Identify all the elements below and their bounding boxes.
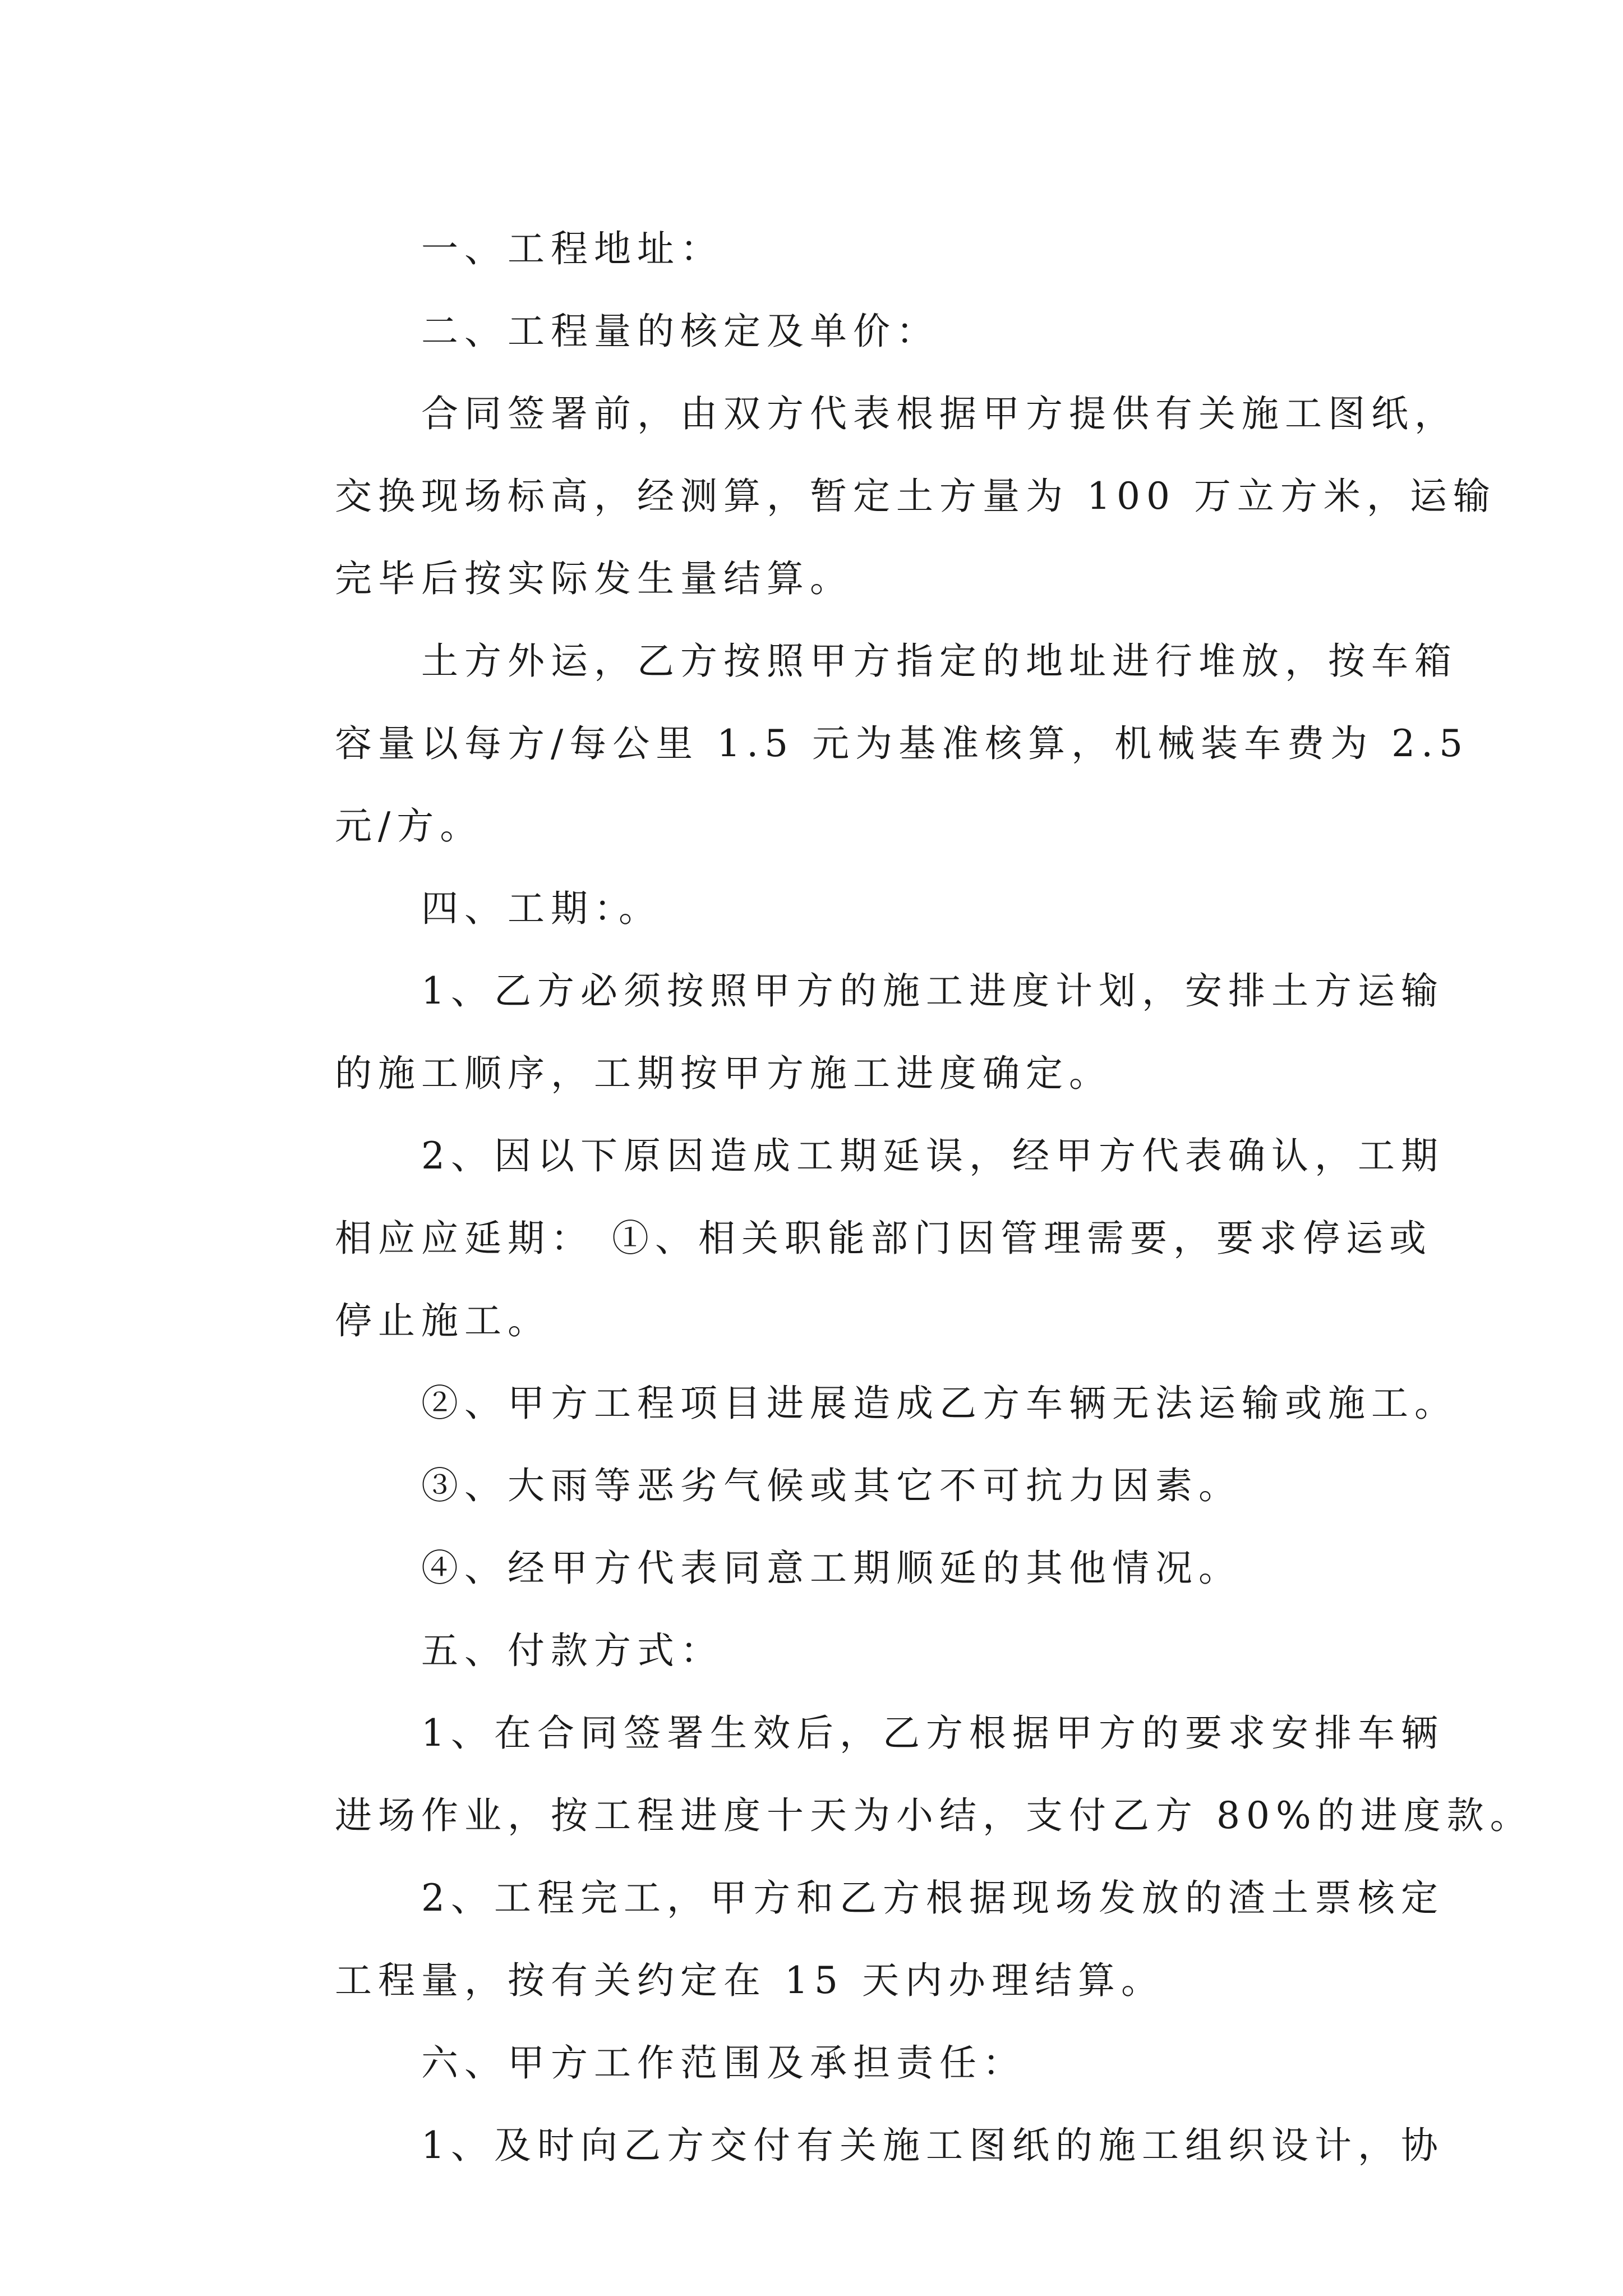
text-line: 交换现场标高，经测算，暂定土方量为 100 万立方米，运输	[335, 475, 1496, 518]
paragraph-quantity	[248, 372, 1496, 620]
text-line: ③、大雨等恶劣气候或其它不可抗力因素。	[421, 1464, 1242, 1507]
paragraph-payment-1	[248, 1692, 1533, 1857]
text-line: 土方外运，乙方按照甲方指定的地址进行堆放，按车箱	[421, 639, 1458, 683]
paragraph-delay-item-3	[248, 1444, 1393, 1527]
paragraph-section-1	[248, 208, 1393, 290]
paragraph-section-2	[248, 290, 1393, 372]
text-line: ②、甲方工程项目进展造成乙方车辆无法运输或施工。	[421, 1382, 1458, 1425]
paragraph-party-a-1	[248, 2104, 1444, 2187]
paragraph-delay-item-2	[248, 1362, 1458, 1444]
text-line: 完毕后按实际发生量结算。	[335, 557, 853, 600]
text-line: 1、在合同签署生效后，乙方根据甲方的要求安排车辆	[421, 1711, 1444, 1755]
paragraph-delay-item-4	[248, 1527, 1393, 1609]
document-body	[248, 208, 1533, 2187]
text-line: 元/方。	[335, 804, 483, 848]
text-line: 二、工程量的核定及单价：	[421, 310, 939, 353]
text-line: 2、因以下原因造成工期延误，经甲方代表确认，工期	[421, 1134, 1444, 1177]
text-line: 1、及时向乙方交付有关施工图纸的施工组织设计，协	[421, 2124, 1444, 2167]
text-line: 1、乙方必须按照甲方的施工进度计划，安排土方运输	[421, 969, 1444, 1013]
text-line: 一、工程地址：	[421, 227, 723, 270]
paragraph-section-6	[248, 2022, 1393, 2104]
paragraph-payment-2	[248, 1857, 1444, 2022]
text-line: ④、经甲方代表同意工期顺延的其他情况。	[421, 1547, 1242, 1590]
paragraph-schedule-2	[248, 1115, 1444, 1362]
paragraph-section-4	[248, 867, 1393, 950]
text-line: 四、工期：。	[421, 887, 662, 930]
text-line: 相应应延期： ①、相关职能部门因管理需要，要求停运或	[335, 1217, 1432, 1260]
paragraph-section-5	[248, 1609, 1393, 1692]
paragraph-schedule-1	[248, 950, 1444, 1115]
text-line: 进场作业，按工程进度十天为小结，支付乙方 80%的进度款。	[335, 1794, 1533, 1837]
text-line: 工程量，按有关约定在 15 天内办理结算。	[335, 1959, 1164, 2002]
paragraph-unit-price	[248, 620, 1469, 867]
text-line: 的施工顺序，工期按甲方施工进度确定。	[335, 1052, 1112, 1095]
text-line: 五、付款方式：	[421, 1629, 723, 1672]
text-line: 合同签署前，由双方代表根据甲方提供有关施工图纸，	[421, 392, 1458, 435]
text-line: 2、工程完工，甲方和乙方根据现场发放的渣土票核定	[421, 1876, 1444, 1920]
text-line: 六、甲方工作范围及承担责任：	[421, 2041, 1026, 2085]
text-line: 容量以每方/每公里 1.5 元为基准核算，机械装车费为 2.5	[335, 722, 1469, 765]
text-line: 停止施工。	[335, 1299, 551, 1342]
